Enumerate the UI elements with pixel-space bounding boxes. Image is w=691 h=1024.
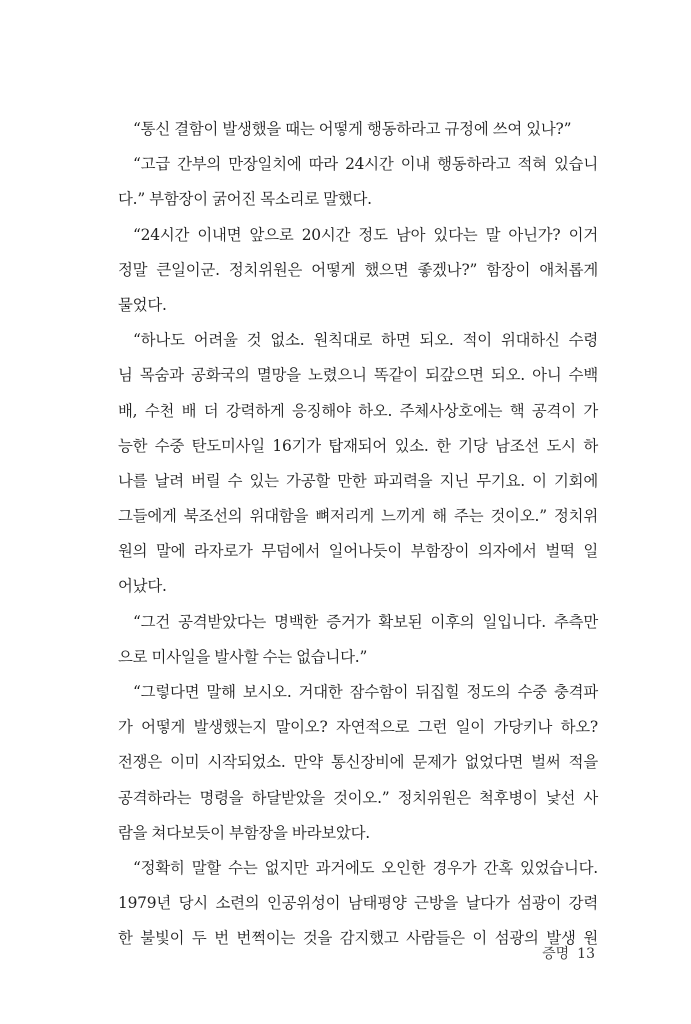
text-line: 1979년 당시 소련의 인공위성이 남태평양 근방을 날다가 섬광이 강력 xyxy=(118,894,598,913)
text-line: 나를 날려 버릴 수 있는 가공할 만한 파괴력을 지닌 무기요. 이 기회에 xyxy=(118,471,598,490)
text-line: 람을 쳐다보듯이 부함장을 바라보았다. xyxy=(118,823,370,842)
text-line: “그건 공격받았다는 명백한 증거가 확보된 이후의 일입니다. 추측만 xyxy=(133,612,598,631)
text-line: “그렇다면 말해 보시오. 거대한 잠수함이 뒤집힐 정도의 수중 충격파 xyxy=(133,683,598,701)
running-title: 증명 xyxy=(542,946,570,962)
text-line: 전쟁은 이미 시작되었소. 만약 통신장비에 문제가 없었다면 벌써 적을 xyxy=(118,753,598,772)
page-footer xyxy=(542,944,595,964)
text-line: 능한 수중 탄도미사일 16기가 탑재되어 있소. 한 기당 남조선 도시 하 xyxy=(118,436,598,455)
text-line: “24시간 이내면 앞으로 20시간 정도 남아 있다는 말 아닌가? 이거 xyxy=(133,225,598,244)
text-line: 공격하라는 명령을 하달받았을 것이오.” 정치위원은 척후병이 낯선 사 xyxy=(118,788,598,807)
text-line: 으로 미사일을 발사할 수는 없습니다.” xyxy=(118,647,368,666)
text-line: “정확히 말할 수는 없지만 과거에도 오인한 경우가 간혹 있었습니다. xyxy=(133,858,598,877)
text-line: 그들에게 북조선의 위대함을 뼈저리게 느끼게 해 주는 것이오.” 정치위 xyxy=(118,507,598,526)
text-line: 다.” 부함장이 굵어진 목소리로 말했다. xyxy=(118,190,372,209)
text-line: 원의 말에 라자로가 무덤에서 일어나듯이 부함장이 의자에서 벌떡 일 xyxy=(118,542,598,561)
text-line: 배, 수천 배 더 강력하게 응징해야 하오. 주체사상호에는 핵 공격이 가 xyxy=(118,401,598,420)
text-line: 가 어떻게 발생했는지 말이오? 자연적으로 그런 일이 가당키나 하오? xyxy=(118,718,598,737)
text-line: 정말 큰일이군. 정치위원은 어떻게 했으면 좋겠나?” 함장이 애처롭게 xyxy=(118,260,598,279)
text-line: 한 불빛이 두 번 번쩍이는 것을 감지했고 사람들은 이 섬광의 발생 원 xyxy=(118,929,598,948)
page-number: 13 xyxy=(577,946,595,962)
text-line: 물었다. xyxy=(118,295,167,314)
text-line: “통신 결함이 발생했을 때는 어떻게 행동하라고 규정에 쓰여 있나?” xyxy=(133,120,572,138)
text-line: “하나도 어려울 것 없소. 원칙대로 하면 되오. 적이 위대하신 수령 xyxy=(133,331,598,350)
text-line: 님 목숨과 공화국의 멸망을 노렸으니 똑같이 되갚으면 되오. 아니 수백 xyxy=(118,366,598,385)
text-line: “고급 간부의 만장일치에 따라 24시간 이내 행동하라고 적혀 있습니 xyxy=(133,155,598,174)
text-line: 어났다. xyxy=(118,577,167,596)
body-text xyxy=(118,112,598,957)
